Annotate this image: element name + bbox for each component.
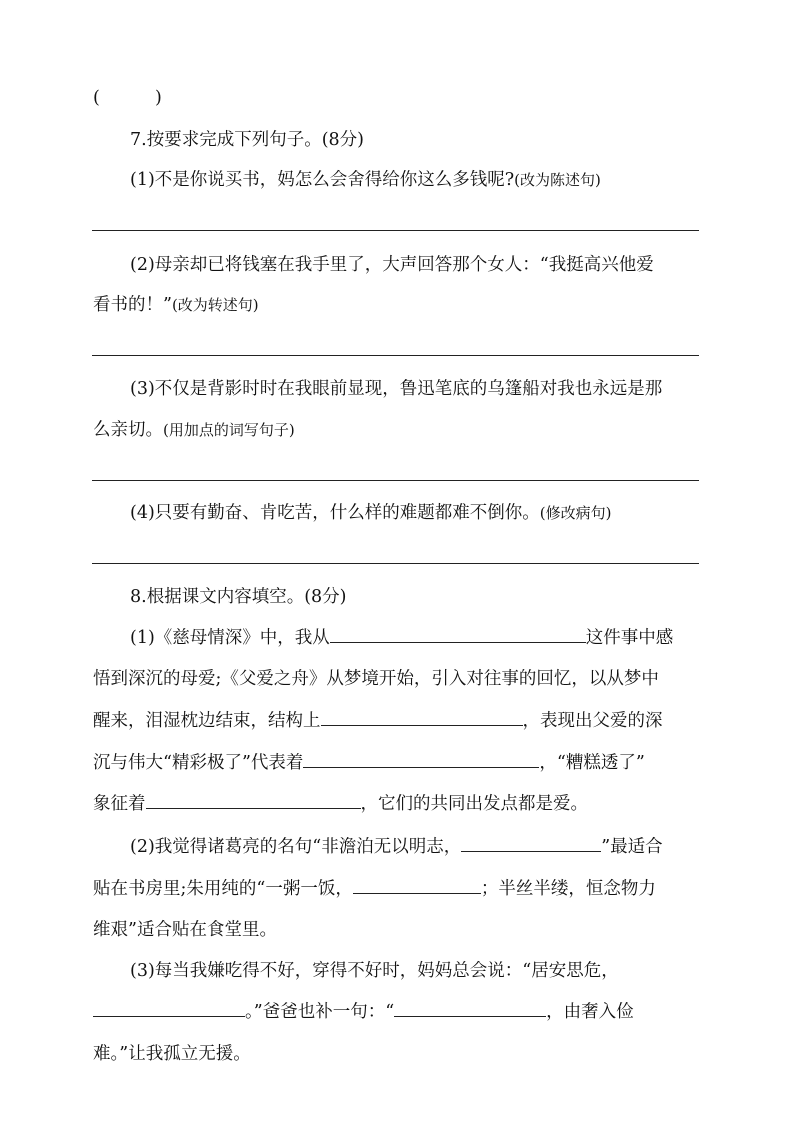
q7-s3-line2 [93, 418, 295, 442]
q8-p1-blank-4[interactable] [146, 792, 361, 809]
q8-p1-line2: 悟到深沉的母爱;《父爱之舟》从梦境开始，引入对往事的回忆，以从梦中 [93, 669, 659, 689]
q8-p2-text-b: ”最适合 [601, 837, 663, 857]
q8-p1-line4 [93, 751, 645, 775]
q7-s3-line2-text: 么亲切。 [93, 420, 163, 440]
q7-s4-text: (4)只要有勤奋、肯吃苦，什么样的难题都难不倒你。 [130, 503, 540, 523]
q8-p1-text-b: 这件事中感 [585, 628, 674, 648]
q8-p3-text-c: ，由奢入俭 [546, 1002, 634, 1022]
q7-s2-line2 [93, 293, 259, 317]
q7-s1-note: (改为陈述句) [514, 171, 601, 189]
q8-p1-text-d: 醒来，泪湿枕边结束，结构上 [93, 711, 321, 731]
q7-s4 [130, 501, 612, 525]
q8-p2-text-d: ；半丝半缕，恒念物力 [480, 879, 656, 899]
q8-p3-line2 [93, 1000, 634, 1024]
q7-s3-note: (用加点的词写句子) [163, 421, 295, 439]
q8-p1-blank-1[interactable] [330, 626, 586, 643]
q8-title: 8.根据课文内容填空。(8分) [130, 587, 347, 607]
q8-p1-text-h: 象征着 [93, 794, 146, 814]
q7-s2-line2-text: 看书的！” [93, 295, 172, 315]
q8-p2-blank-1[interactable] [461, 835, 601, 852]
q7-s1-text: (1)不是你说买书，妈怎么会舍得给你这么多钱呢? [130, 170, 515, 190]
q8-p3-blank-1[interactable] [93, 1000, 245, 1017]
q8-p1-text-a: (1)《慈母情深》中，我从 [130, 628, 330, 648]
q8-p1-line1 [130, 626, 673, 650]
q7-title: 7.按要求完成下列句子。(8分) [130, 130, 364, 150]
q7-s3-line1: (3)不仅是背影时时在我眼前显现，鲁迅笔底的乌篷船对我也永远是那 [130, 379, 663, 399]
q8-p2-line1 [130, 835, 663, 859]
q8-p2-text-a: (2)我觉得诸葛亮的名句“非澹泊无以明志， [130, 837, 462, 857]
q8-p3-line1: (3)每当我嫌吃得不好，穿得不好时，妈妈总会说：“居安思危， [130, 961, 619, 981]
q7-s2-answer-line[interactable] [92, 355, 699, 356]
q7-s2-line1: (2)母亲却已将钱塞在我手里了，大声回答那个女人：“我挺高兴他爱 [130, 255, 654, 275]
q7-s4-note: (修改病句) [539, 504, 612, 522]
q7-s3-answer-line[interactable] [92, 480, 699, 481]
q8-p2-line3: 维艰”适合贴在食堂里。 [93, 920, 277, 940]
q8-p2-text-c: 贴在书房里;朱用纯的“一粥一饭， [93, 879, 353, 899]
paren-open: ( [93, 88, 100, 108]
q8-p1-text-i: ，它们的共同出发点都是爱。 [360, 794, 588, 814]
q8-p1-blank-3[interactable] [303, 751, 539, 768]
q8-p1-blank-2[interactable] [321, 709, 523, 726]
q8-p1-text-g: ，“糟糕透了” [539, 753, 645, 773]
paren-close: ) [154, 88, 162, 108]
q7-s1-answer-line[interactable] [92, 230, 699, 231]
answer-parentheses [93, 86, 162, 110]
q8-p1-line3 [93, 709, 663, 733]
q8-p1-line5 [93, 792, 588, 816]
q8-p3-blank-2[interactable] [394, 1000, 546, 1017]
q7-s2-note: (改为转述句) [171, 296, 259, 314]
q8-p2-line2 [93, 877, 656, 901]
q8-p1-text-f: 沉与伟大“精彩极了”代表着 [93, 753, 304, 773]
q8-p1-text-e: ，表现出父爱的深 [522, 711, 663, 731]
q8-p2-blank-2[interactable] [353, 877, 481, 894]
q8-p3-line3: 难。”让我孤立无援。 [93, 1044, 251, 1064]
q7-s1 [130, 168, 601, 192]
q7-s4-answer-line[interactable] [92, 563, 699, 564]
q8-p3-text-b: 。”爸爸也补一句：“ [245, 1002, 395, 1022]
